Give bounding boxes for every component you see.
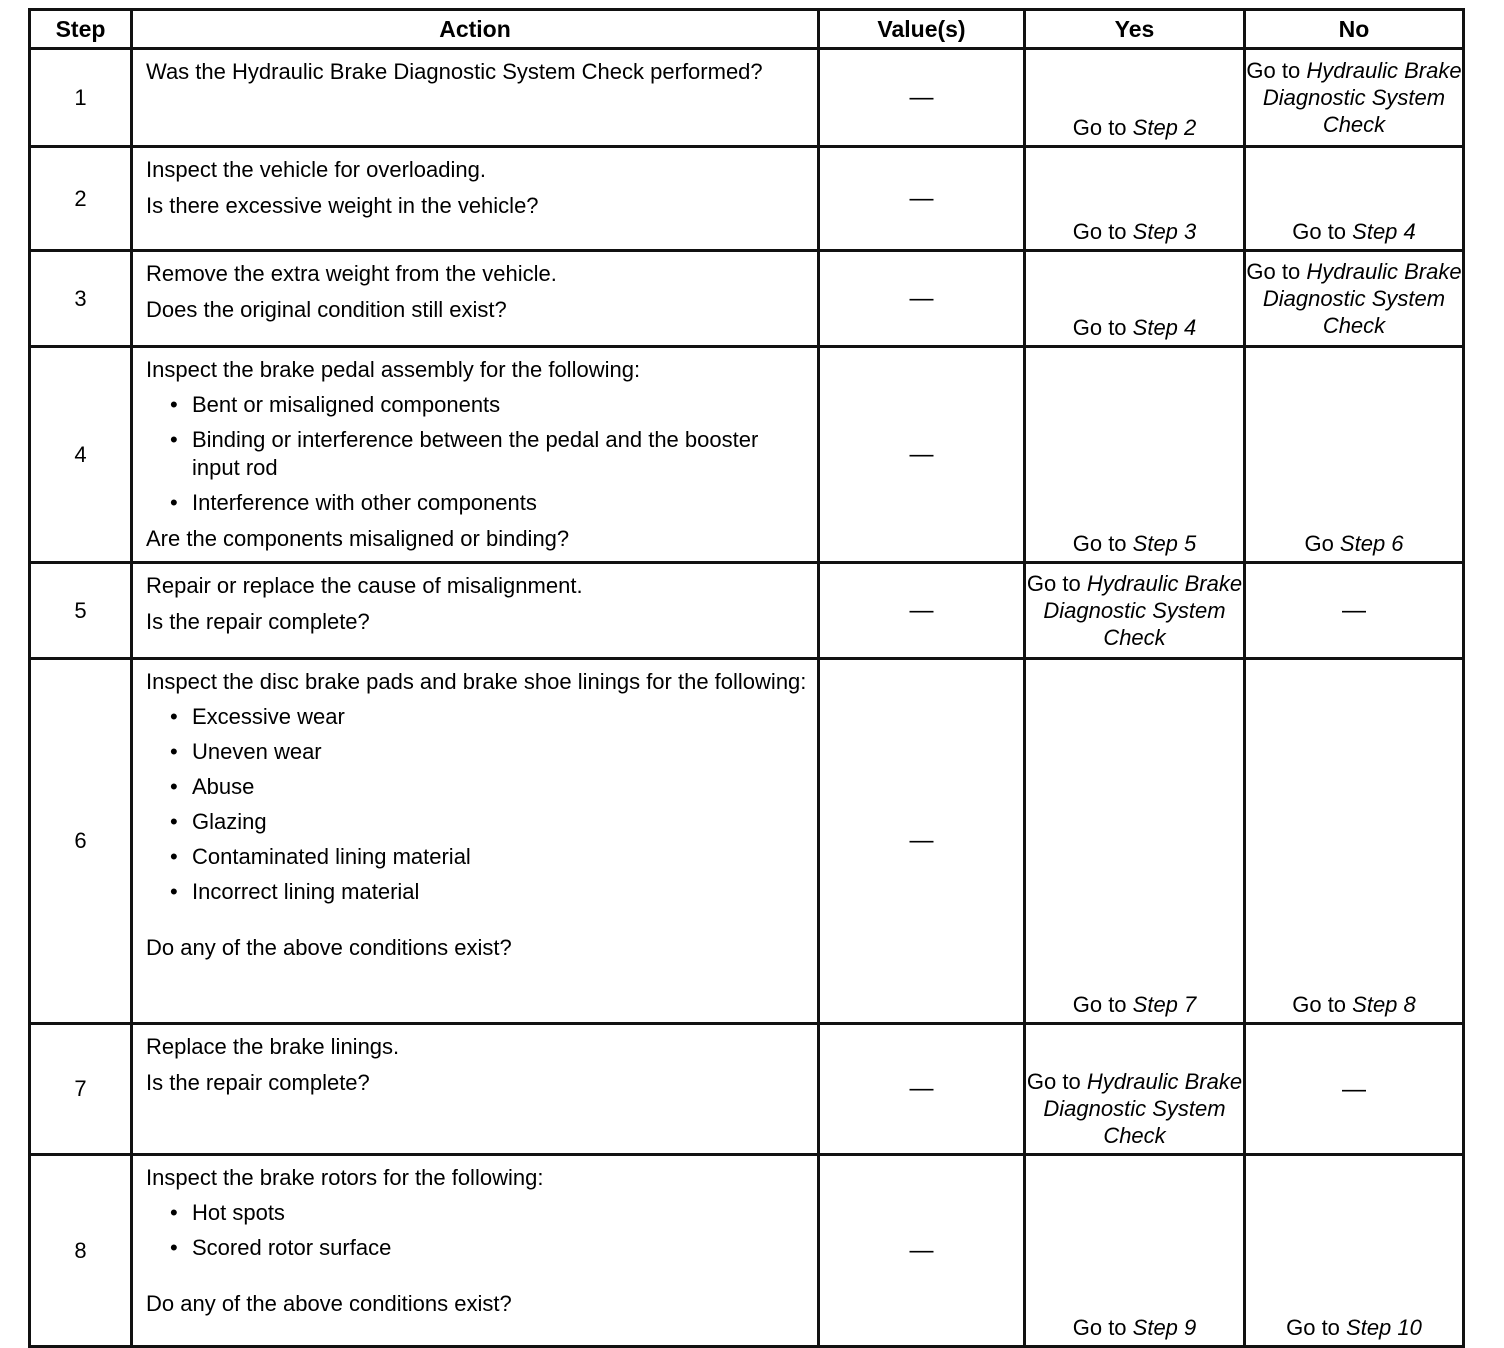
no-lead: Go to	[1286, 1315, 1347, 1340]
yes-target: Hydraulic Brake Diagnostic System Check	[1043, 571, 1243, 650]
value-cell: —	[819, 347, 1025, 563]
table-row	[30, 1024, 1464, 1155]
yes-lead: Go to	[1072, 1315, 1133, 1340]
yes-cell	[1025, 347, 1245, 563]
list-item: • Glazing	[170, 808, 809, 836]
no-target: Step 4	[1352, 219, 1416, 244]
list-item: • Hot spots	[170, 1199, 809, 1227]
action-cell	[132, 1024, 819, 1155]
no-target: Hydraulic Brake Diagnostic System Check	[1262, 58, 1462, 137]
table-row	[30, 659, 1464, 1024]
action-question: Is the repair complete?	[146, 1070, 370, 1095]
action-cell	[132, 563, 819, 659]
header-yes: Yes	[1025, 10, 1245, 49]
no-lead: Go to	[1292, 992, 1353, 1017]
yes-cell	[1025, 49, 1245, 147]
step-number: 6	[30, 659, 132, 1024]
no-cell	[1245, 251, 1464, 347]
diagnostic-table	[28, 8, 1465, 1348]
action-cell	[132, 251, 819, 347]
table-row	[30, 147, 1464, 251]
no-lead: Go to	[1246, 259, 1307, 284]
table-row	[30, 347, 1464, 563]
action-question: Are the components misaligned or binding?	[146, 526, 570, 551]
value-cell: —	[819, 659, 1025, 1024]
yes-cell	[1025, 147, 1245, 251]
yes-lead: Go to	[1072, 992, 1133, 1017]
header-action: Action	[132, 10, 819, 49]
list-item: • Uneven wear	[170, 738, 809, 766]
action-text: Remove the extra weight from the vehicle.	[146, 261, 557, 286]
no-lead: Go to	[1246, 58, 1307, 83]
step-number: 2	[30, 147, 132, 251]
yes-target: Step 4	[1132, 315, 1197, 340]
no-target: Step 6	[1339, 531, 1404, 556]
yes-cell	[1025, 1024, 1245, 1155]
action-text: Inspect the vehicle for overloading.	[146, 157, 486, 182]
value-cell: —	[819, 1024, 1025, 1155]
action-question: Do any of the above conditions exist?	[146, 935, 512, 960]
table-row	[30, 563, 1464, 659]
action-cell	[132, 147, 819, 251]
yes-lead: Go to	[1072, 219, 1133, 244]
no-cell	[1245, 1155, 1464, 1347]
step-number: 4	[30, 347, 132, 563]
yes-cell	[1025, 251, 1245, 347]
list-item: • Binding or interference between the pedal and the booster input rod	[170, 426, 809, 482]
yes-lead: Go to	[1026, 571, 1087, 596]
no-lead: Go to	[1292, 219, 1353, 244]
header-row	[30, 10, 1464, 49]
value-cell: —	[819, 147, 1025, 251]
no-lead: Go	[1304, 531, 1340, 556]
table-row	[30, 251, 1464, 347]
yes-target: Hydraulic Brake Diagnostic System Check	[1043, 1069, 1243, 1148]
value-cell: —	[819, 49, 1025, 147]
condition-list	[146, 391, 809, 517]
action-text: Was the Hydraulic Brake Diagnostic System Check performed?	[146, 59, 763, 84]
condition-list	[146, 703, 809, 906]
no-target: Hydraulic Brake Diagnostic System Check	[1262, 259, 1462, 338]
action-intro: Inspect the disc brake pads and brake shoe linings for the following:	[146, 669, 807, 694]
yes-target: Step 5	[1132, 531, 1197, 556]
list-item: • Abuse	[170, 773, 809, 801]
action-text: Replace the brake linings.	[146, 1034, 400, 1059]
list-item: • Incorrect lining material	[170, 878, 809, 906]
action-text: Repair or replace the cause of misalignment.	[146, 573, 583, 598]
no-target: Step 8	[1352, 992, 1416, 1017]
action-question: Does the original condition still exist?	[146, 297, 507, 322]
step-number: 8	[30, 1155, 132, 1347]
no-cell	[1245, 659, 1464, 1024]
no-cell	[1245, 147, 1464, 251]
yes-target: Step 7	[1132, 992, 1197, 1017]
step-number: 3	[30, 251, 132, 347]
no-cell: —	[1245, 1024, 1464, 1155]
action-question: Is the repair complete?	[146, 609, 370, 634]
action-question: Is there excessive weight in the vehicle?	[146, 193, 539, 218]
header-values: Value(s)	[819, 10, 1025, 49]
no-cell	[1245, 347, 1464, 563]
value-cell: —	[819, 251, 1025, 347]
action-cell	[132, 1155, 819, 1347]
value-cell: —	[819, 563, 1025, 659]
yes-target: Step 3	[1132, 219, 1197, 244]
header-no: No	[1245, 10, 1464, 49]
yes-cell	[1025, 563, 1245, 659]
yes-lead: Go to	[1072, 315, 1133, 340]
table-row	[30, 1155, 1464, 1347]
action-cell	[132, 347, 819, 563]
step-number: 1	[30, 49, 132, 147]
action-intro: Inspect the brake rotors for the following:	[146, 1165, 544, 1190]
no-target: Step 10	[1346, 1315, 1422, 1340]
yes-target: Step 9	[1132, 1315, 1197, 1340]
yes-lead: Go to	[1026, 1069, 1087, 1094]
list-item: • Bent or misaligned components	[170, 391, 809, 419]
condition-list	[146, 1199, 809, 1262]
no-cell	[1245, 49, 1464, 147]
list-item: • Scored rotor surface	[170, 1234, 809, 1262]
yes-target: Step 2	[1132, 115, 1197, 140]
action-cell	[132, 49, 819, 147]
list-item: • Excessive wear	[170, 703, 809, 731]
value-cell: —	[819, 1155, 1025, 1347]
step-number: 7	[30, 1024, 132, 1155]
action-cell	[132, 659, 819, 1024]
yes-cell	[1025, 1155, 1245, 1347]
action-intro: Inspect the brake pedal assembly for the following:	[146, 357, 641, 382]
header-step: Step	[30, 10, 132, 49]
list-item: • Contaminated lining material	[170, 843, 809, 871]
yes-cell	[1025, 659, 1245, 1024]
yes-lead: Go to	[1072, 531, 1133, 556]
no-cell: —	[1245, 563, 1464, 659]
action-question: Do any of the above conditions exist?	[146, 1291, 512, 1316]
list-item: • Interference with other components	[170, 489, 809, 517]
table-row	[30, 49, 1464, 147]
yes-lead: Go to	[1072, 115, 1133, 140]
step-number: 5	[30, 563, 132, 659]
